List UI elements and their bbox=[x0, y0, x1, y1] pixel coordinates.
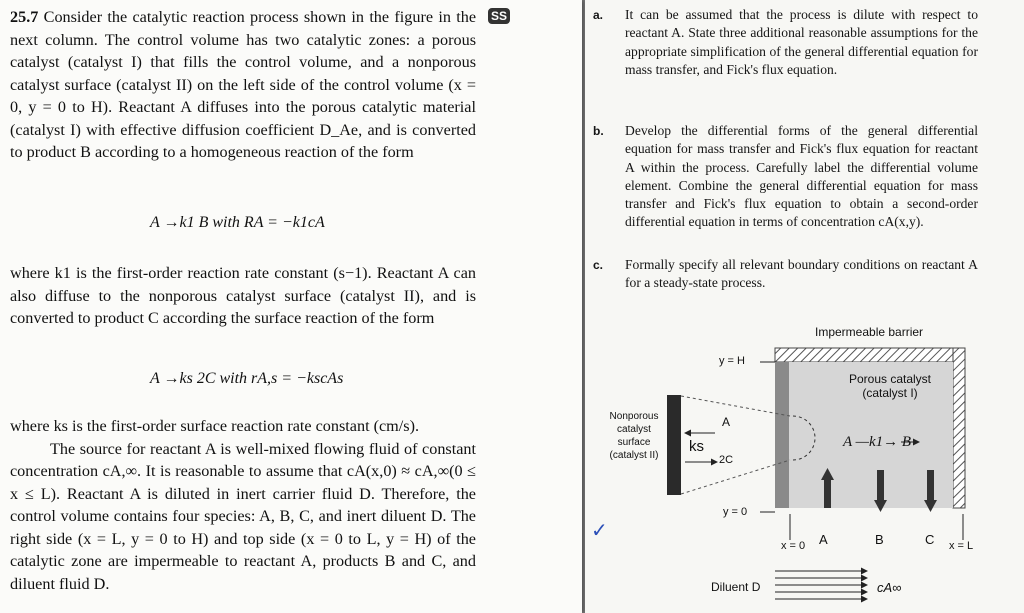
top-barrier bbox=[775, 348, 965, 362]
right-page bbox=[585, 0, 1024, 613]
check-mark-icon: ✓ bbox=[591, 520, 608, 542]
nonporous-line4: (catalyst II) bbox=[609, 450, 659, 461]
col-b-label: B bbox=[875, 532, 884, 547]
nonporous-line3: surface bbox=[617, 437, 651, 448]
porous-label bbox=[835, 372, 945, 400]
ss-badge: SS bbox=[488, 8, 510, 24]
ks-label: ks bbox=[689, 438, 704, 455]
problem-number: 25.7 bbox=[10, 8, 39, 26]
impermeable-label: Impermeable barrier bbox=[815, 325, 924, 339]
arrow-a-shaft bbox=[824, 480, 831, 508]
item-c-text: Formally specify all relevant boundary conditions on reactant A for a steady-state process. bbox=[625, 257, 978, 291]
item-a-text: It can be assumed that the process is dilute with respect to reactant A. State three additional reasonable assumptions for the appropriate simplification of the general differential equation for mass transfer, and Fick's flux equation. bbox=[625, 7, 978, 77]
zoom-line-top bbox=[681, 396, 790, 416]
y-h-label: y = H bbox=[719, 355, 745, 367]
two-c-label: 2C bbox=[719, 454, 734, 466]
nonporous-surface bbox=[667, 395, 681, 495]
paragraph-3a: where ks is the first-order surface reaction rate constant (cm/s). bbox=[10, 417, 420, 435]
paragraph-2: where k1 is the first-order reaction rate constant (s−1). Reactant A can also diffuse to the nonporous catalyst surface (catalyst II), and is converted to product C according the surface reaction of the form bbox=[10, 264, 476, 327]
paragraph-1-text: Consider the catalytic reaction process shown in the figure in the next column. The control volume has two catalytic zones: a porous catalyst (catalyst I) that fills the control volume, and a nonporous catalyst surface (catalyst II) on the left side of the control volume (x = 0, y = 0 to H). Reactant A diffuses into the porous catalytic material (catalyst I) with effective diffusion coefficient D_Ae, and is converted to product B according to a homogeneous reaction of the form bbox=[10, 8, 477, 161]
left-edge-shade bbox=[775, 362, 789, 508]
x-l-label: x = L bbox=[949, 540, 974, 552]
item-b-label: b. bbox=[593, 124, 604, 138]
paragraph-1 bbox=[10, 6, 476, 164]
paragraph-3b: The source for reactant A is well-mixed flowing fluid of constant concentration cA,∞. It is reasonable to assume that cA(x,0) ≈ cA,∞(0 ≤ x ≤ L). Reactant A is diluted in inert carrier fluid D. Therefore, the control volume contains four species: A, B, C, and inert diluent D. The right side (x = L, y = 0 to H) and top side (x = 0 to L, y = H) of the catalytic zone are impermeable to reactant A, products B and C, and diluent fluid D. bbox=[10, 439, 476, 593]
col-c-label: C bbox=[925, 532, 935, 547]
equation-1: A →k1 B with RA = −k1cA bbox=[150, 214, 325, 231]
arrow-c-shaft bbox=[927, 470, 934, 500]
porous-label-line1: Porous catalyst bbox=[848, 372, 932, 386]
item-c-label: c. bbox=[593, 258, 604, 272]
y-0-label: y = 0 bbox=[723, 506, 748, 518]
c-inf-label: cA∞ bbox=[877, 580, 902, 595]
zoom-line-bottom bbox=[681, 460, 790, 494]
nonporous-line1: Nonporous bbox=[609, 411, 659, 422]
reaction-label: A —k1→ B bbox=[843, 434, 912, 450]
equation-2: A →ks 2C with rA,s = −kscAs bbox=[150, 370, 344, 387]
item-b-text: Develop the differential forms of the general differential equation for mass transfer and Fick's flux equation for reactant A within the process. Carefully label the differential volume element. Combine the general differential equation for mass transfer and Fick's flux equation to obtain a second-order differential equation in terms of concentration cA(x,y). bbox=[625, 123, 978, 230]
nonporous-label bbox=[599, 410, 669, 462]
arrow-b-shaft bbox=[877, 470, 884, 500]
porous-label-line2: (catalyst I) bbox=[862, 386, 918, 400]
x-0-label: x = 0 bbox=[781, 540, 806, 552]
a-label: A bbox=[722, 415, 731, 429]
diluent-label: Diluent D bbox=[711, 580, 761, 594]
paragraph-3 bbox=[10, 415, 476, 595]
item-a-label: a. bbox=[593, 8, 604, 22]
nonporous-line2: catalyst bbox=[617, 424, 651, 435]
right-barrier bbox=[953, 348, 965, 508]
col-a-label: A bbox=[819, 532, 828, 547]
catalyst-diagram bbox=[585, 0, 1024, 613]
